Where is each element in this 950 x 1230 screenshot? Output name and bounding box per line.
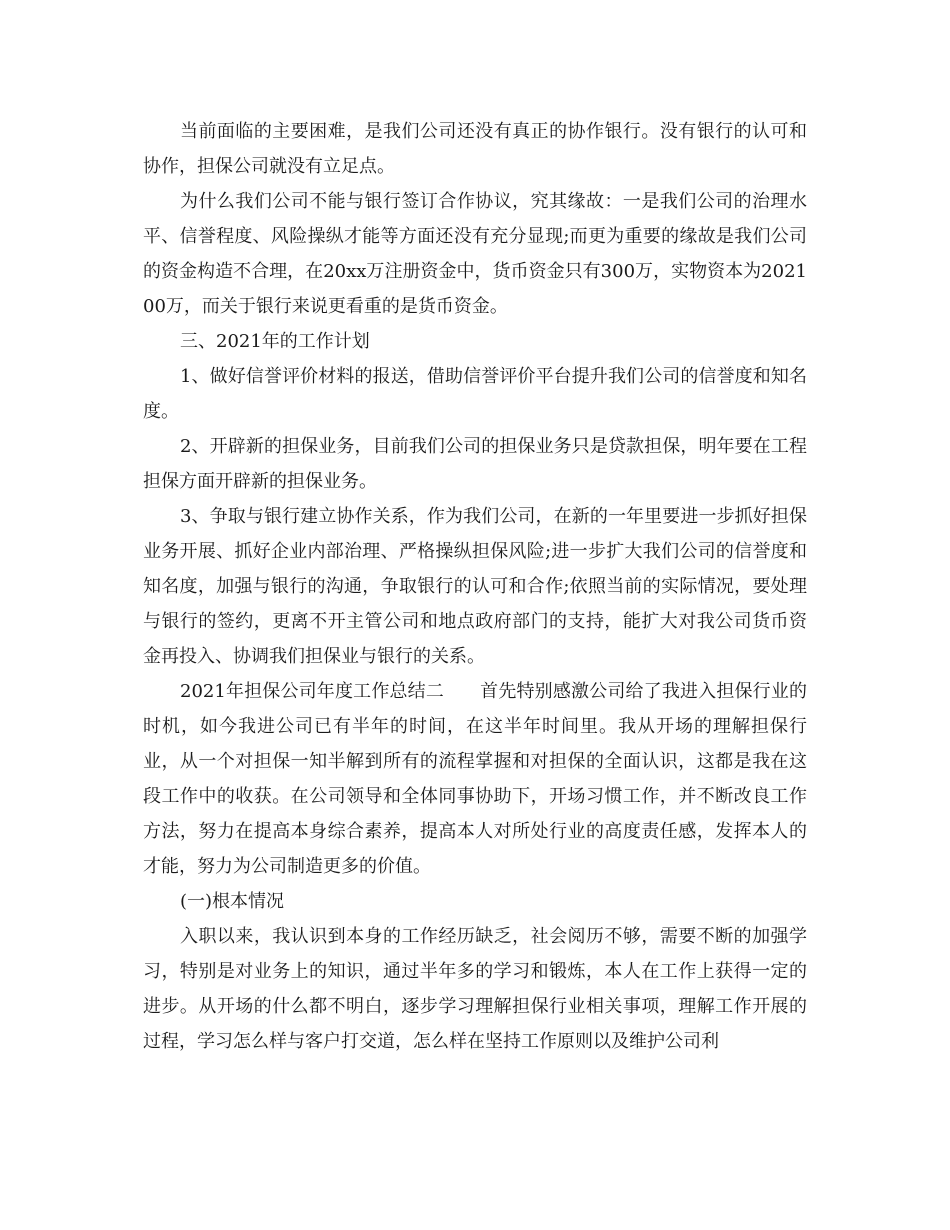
plan-item-1: 1、做好信誉评价材料的报送，借助信誉评价平台提升我们公司的信誉度和知名度。 (143, 366, 807, 422)
summary-two-title: 2021年担保公司年度工作总结二 (180, 681, 444, 702)
section-heading-basic-situation: (一)根本情况 (180, 891, 285, 912)
paragraph-difficulties: 当前面临的主要困难，是我们公司还没有真正的协作银行。没有银行的认可和协作，担保公司就没有立足点。 (143, 121, 807, 177)
paragraph-summary-two (143, 674, 807, 884)
paragraph-bank-cooperation-reason: 为什么我们公司不能与银行签订合作协议，究其缘故：一是我们公司的治理水平、信誉程度、风险操纵才能等方面还没有充分显现;而更为重要的缘故是我们公司的资金构造不合理，在20xx万注册资金中，货币资金只有300万，实物资本为202100万，而关于银行来说更看重的是货币资金。 (143, 191, 807, 317)
section-heading-work-plan: 三、2021年的工作计划 (180, 331, 370, 352)
plan-item-3: 3、争取与银行建立协作关系，作为我们公司，在新的一年里要进一步抓好担保业务开展、抓好企业内部治理、严格操纵担保风险;进一步扩大我们公司的信誉度和知名度，加强与银行的沟通，争取银行的认可和合作;依照当前的实际情况，要处理与银行的签约，更离不开主管公司和地点政府部门的支持，能扩大对我公司货币资金再投入、协调我们担保业与银行的关系。 (143, 506, 807, 667)
document-page (143, 114, 807, 1059)
paragraph-since-joining: 入职以来，我认识到本身的工作经历缺乏，社会阅历不够，需要不断的加强学习，特别是对业务上的知识，通过半年多的学习和锻炼，本人在工作上获得一定的进步。从开场的什么都不明白，逐步学习理解担保行业相关事项，理解工作开展的过程，学习怎么样与客户打交道，怎么样在坚持工作原则以及维护公司利 (143, 926, 807, 1052)
summary-two-body: 首先特别感激公司给了我进入担保行业的时机，如今我进公司已有半年的时间，在这半年时间里。我从开场的理解担保行业，从一个对担保一知半解到所有的流程掌握和对担保的全面认识，这都是我在这段工作中的收获。在公司领导和全体同事协助下，开场习惯工作，并不断改良工作方法，努力在提高本身综合素养，提高本人对所处行业的高度责任感，发挥本人的才能，努力为公司制造更多的价值。 (143, 681, 807, 877)
plan-item-2: 2、开辟新的担保业务，目前我们公司的担保业务只是贷款担保，明年要在工程担保方面开辟新的担保业务。 (143, 436, 807, 492)
